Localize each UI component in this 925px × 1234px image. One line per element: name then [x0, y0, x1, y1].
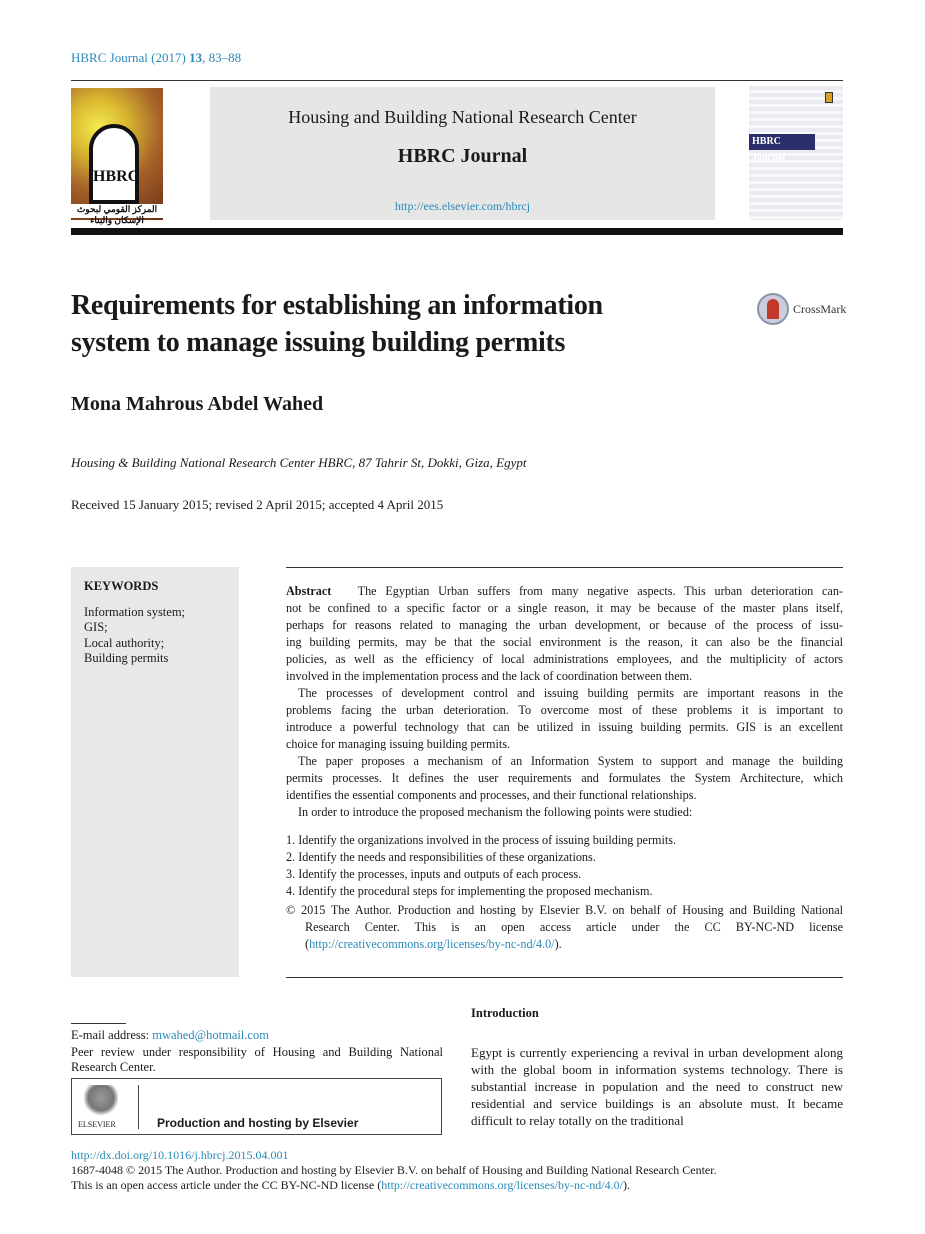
- journal-url-link[interactable]: http://ees.elsevier.com/hbrcj: [394, 199, 531, 213]
- title-line: Requirements for establishing an information: [71, 290, 603, 321]
- abstract-line: introduce a powerful technology that can be utilized in issuing building permits. GIS is an excellent: [286, 720, 843, 734]
- section-heading: Introduction: [471, 1006, 539, 1020]
- received-dates: Received 15 January 2015; revised 2 April 2015; accepted 4 April 2015: [71, 497, 444, 512]
- peer-review-note: Peer review under responsibility of Housing and Building National Research Center.: [71, 1045, 443, 1074]
- abstract-line: not be confined to a specific factor or a single reason, it may be because of the master plans itself,: [286, 601, 843, 615]
- keywords-heading: KEYWORDS: [84, 579, 159, 593]
- list-item: 4. Identify the procedural steps for implementing the proposed mechanism.: [286, 884, 653, 898]
- abstract-line: choice for managing issuing building permits.: [286, 737, 511, 751]
- journal-banner: [210, 87, 715, 220]
- keyword: Information system;: [84, 604, 186, 619]
- logo-text: HBRC: [93, 168, 140, 185]
- journal-cover-image: [749, 86, 843, 220]
- journal-name-year: HBRC Journal (2017): [71, 50, 190, 65]
- author: Mona Mahrous Abdel Wahed: [71, 393, 324, 415]
- list-item: 2. Identify the needs and responsibilities of these organizations.: [286, 850, 596, 864]
- journal-reference[interactable]: [71, 50, 241, 66]
- footnote-rule: [71, 1023, 126, 1024]
- production-label: Production and hosting by Elsevier: [157, 1116, 359, 1130]
- abstract-line: The paper proposes a mechanism of an Information System to support and manage the building: [298, 754, 843, 768]
- crossmark-button[interactable]: [757, 293, 846, 325]
- pages: , 83–88: [202, 50, 242, 65]
- abstract-line: identifies the essential components and processes, and their functional relationships.: [286, 788, 697, 802]
- list-item: 3. Identify the processes, inputs and outputs of each process.: [286, 867, 582, 881]
- abstract-bottom-rule: [286, 977, 843, 978]
- email-footnote: E-mail address: mwahed@hotmail.com: [71, 1028, 269, 1042]
- affiliation: Housing & Building National Research Center HBRC, 87 Tahrir St, Dokki, Giza, Egypt: [71, 455, 527, 470]
- abstract-line: ing building permits, may be that the social environment is the reason, it can also be the financial: [286, 635, 843, 649]
- elsevier-wordmark: ELSEVIER: [78, 1120, 116, 1129]
- email-link[interactable]: mwahed@hotmail.com: [152, 1028, 269, 1042]
- license-link[interactable]: http://creativecommons.org/licenses/by-nc-nd/4.0/: [381, 1178, 623, 1192]
- introduction-text: Egypt is currently experiencing a revival in urban development along with the global boom in information systems technology. There is substantial increase in population and the need to construct new residential and service buildings is an absolute must. It became difficult to relay totally on the traditional: [471, 1045, 843, 1128]
- volume: 13: [189, 50, 203, 65]
- hbrc-logo: [71, 88, 163, 225]
- license-link[interactable]: http://creativecommons.org/licenses/by-nc-nd/4.0/: [309, 937, 555, 951]
- crossmark-icon: [757, 293, 789, 325]
- abstract: [286, 583, 843, 953]
- header-bar: [71, 228, 843, 235]
- copyright-notice: © 2015 The Author. Production and hosting by Elsevier B.V. on behalf of Housing and Building National Research Center. This is an open access article under the CC BY-NC-ND license (http://creativecommons.org/licenses/by-nc-nd/4.0/).: [286, 903, 843, 951]
- elsevier-box: [71, 1078, 442, 1135]
- journal-title: HBRC Journal: [397, 145, 528, 167]
- publisher-center: Housing and Building National Research Center: [288, 107, 637, 127]
- abstract-line: problems facing the urban deterioration. To overcome most of these problems it is important to: [286, 703, 843, 717]
- keyword: Local authority;: [84, 635, 165, 650]
- abstract-line: permits processes. It defines the user requirements and formulates the System Architecture, which: [286, 771, 843, 785]
- doi-link[interactable]: http://dx.doi.org/10.1016/j.hbrcj.2015.04.001: [71, 1148, 289, 1162]
- abstract-line: perhaps for reasons related to managing the urban development, or because of the process of issu-: [286, 618, 843, 632]
- article-title: [71, 287, 603, 361]
- crossmark-label: CrossMark: [793, 301, 847, 316]
- title-line: system to manage issuing building permits: [71, 327, 566, 358]
- abstract-label: Abstract: [286, 584, 332, 598]
- keyword: Building permits: [84, 651, 169, 665]
- keyword: GIS;: [84, 620, 108, 634]
- header-rule: [71, 80, 843, 81]
- elsevier-tree-icon: [84, 1085, 118, 1117]
- abstract-line: The processes of development control and issuing building permits are important reasons in the: [298, 686, 843, 700]
- keywords-box: [71, 567, 239, 977]
- issn-line: 1687-4048 © 2015 The Author. Production and hosting by Elsevier B.V. on behalf of Housing and Building National Research Center.: [71, 1163, 717, 1177]
- list-item: 1. Identify the organizations involved in the process of issuing building permits.: [286, 833, 677, 847]
- elsevier-icon: [825, 92, 833, 103]
- abstract-line: In order to introduce the proposed mechanism the following points were studied:: [298, 805, 693, 819]
- abstract-line: policies, as well as the efficiency of local administrations employees, and the multiplicity of actors: [286, 652, 843, 666]
- cover-band: HBRC Journal: [749, 134, 815, 150]
- logo-arabic: المركز القومي لبحوث الإسكان والبناء: [71, 204, 163, 218]
- abstract-line: involved in the implementation process and the lack of coordination between them.: [286, 669, 693, 683]
- bottom-footer: http://dx.doi.org/10.1016/j.hbrcj.2015.04.001 1687-4048 © 2015 The Author. Production and hosting by Elsevier B.V. on behalf of Housing and Building National Research Center. This is an open access article under the CC BY-NC-ND license (http://creativecommons.org/licenses/by-nc-nd/4.0/).: [71, 1148, 717, 1192]
- abstract-top-rule: [286, 567, 843, 568]
- abstract-line: Abstract The Egyptian Urban suffers from many negative aspects. This urban deterioration can-: [286, 584, 843, 598]
